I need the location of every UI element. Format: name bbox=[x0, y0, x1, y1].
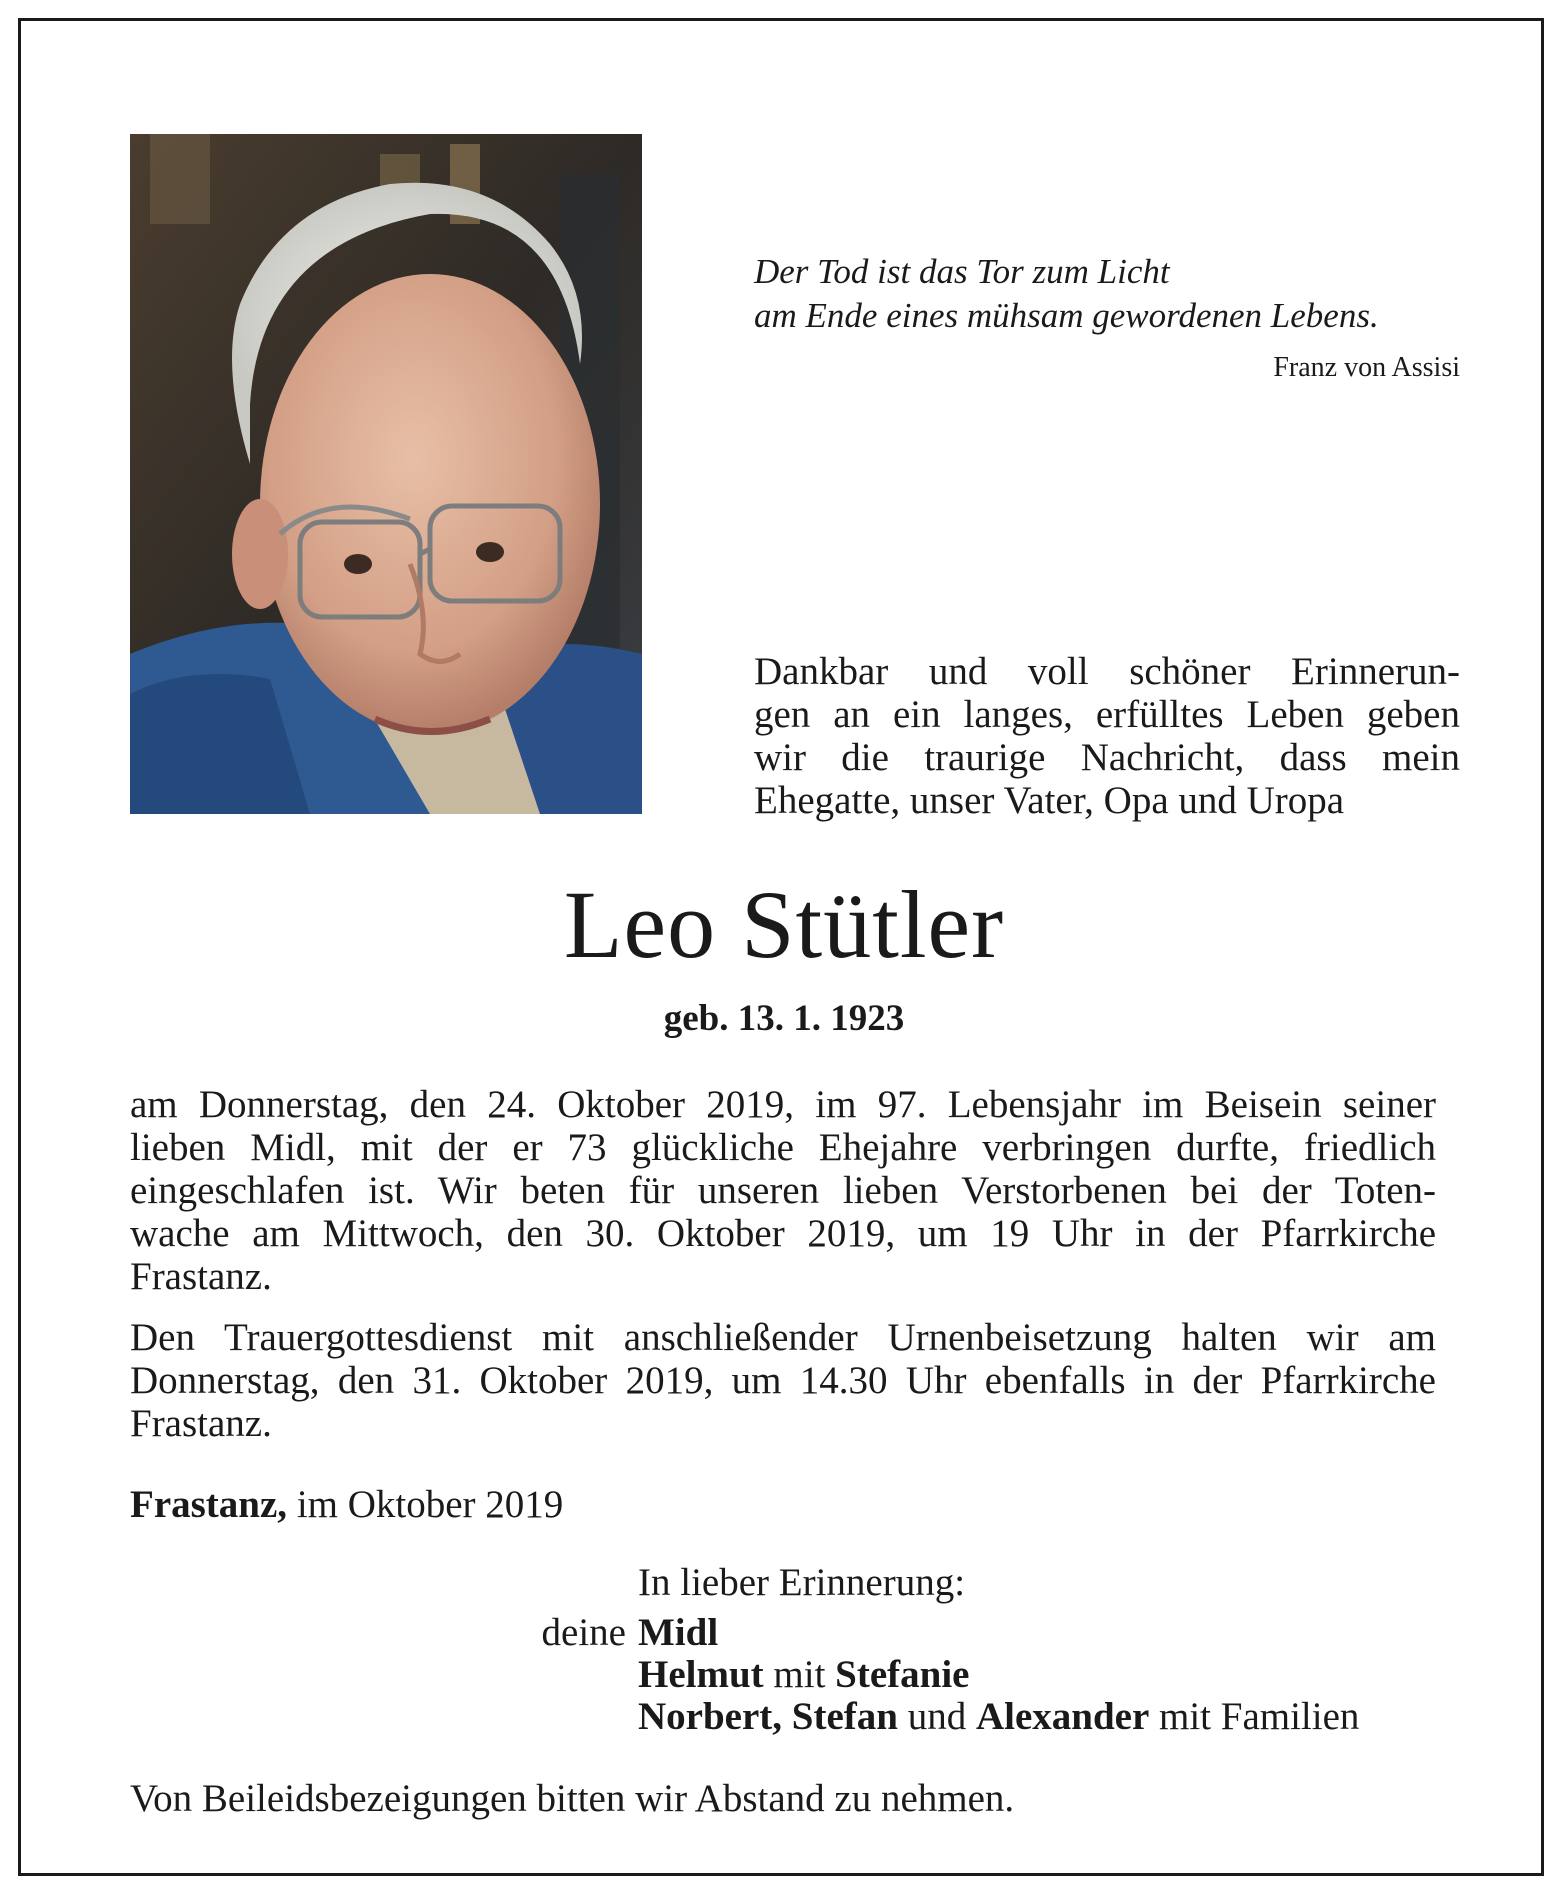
signer-conjunction: und bbox=[897, 1695, 976, 1738]
intro-paragraph bbox=[754, 650, 1460, 822]
body-line: am Donnerstag, den 24. Oktober 2019, im 97. Lebensjahr im Beisein seiner bbox=[130, 1083, 1436, 1126]
signer-name: Alexander bbox=[975, 1695, 1150, 1738]
intro-line: Dankbar und voll schöner Erinnerun- bbox=[754, 650, 1460, 693]
signer-name: Midl bbox=[638, 1611, 719, 1654]
body-line: Frastanz. bbox=[130, 1255, 272, 1298]
body-line: Frastanz. bbox=[130, 1402, 272, 1445]
signer-suffix: mit Familien bbox=[1149, 1695, 1360, 1738]
quote bbox=[754, 250, 1460, 338]
deceased-name: Leo Stütler bbox=[563, 871, 1005, 978]
body-line: Den Trauergottesdienst mit anschließender Urnenbeisetzung halten wir am bbox=[130, 1316, 1436, 1359]
portrait-photo bbox=[130, 134, 642, 814]
signer-prefix-spacer bbox=[526, 1696, 638, 1738]
signer-name: Stefanie bbox=[835, 1653, 970, 1696]
body-line: eingeschlafen ist. Wir beten für unseren lieben Verstorbenen bei der Toten- bbox=[130, 1169, 1436, 1212]
signer-prefix-spacer bbox=[526, 1654, 638, 1696]
body-paragraph-1 bbox=[130, 1083, 1436, 1298]
body-line: Donnerstag, den 31. Oktober 2019, um 14.30 Uhr ebenfalls in der Pfarrkirche bbox=[130, 1359, 1436, 1402]
signers bbox=[526, 1612, 1359, 1738]
signer-row bbox=[526, 1612, 1359, 1654]
intro-line: wir die traurige Nachricht, dass mein bbox=[754, 736, 1460, 779]
body-line: wache am Mittwoch, den 30. Oktober 2019, um 19 Uhr in der Pfarrkirche bbox=[130, 1212, 1436, 1255]
date: im Oktober 2019 bbox=[287, 1483, 564, 1526]
body-line: lieben Midl, mit der er 73 glückliche Ehejahre verbringen durfte, friedlich bbox=[130, 1126, 1436, 1169]
signer-row bbox=[526, 1696, 1359, 1738]
signer-row bbox=[526, 1654, 1359, 1696]
quote-line: Der Tod ist das Tor zum Licht bbox=[754, 252, 1170, 291]
signer-prefix: deine bbox=[541, 1611, 626, 1654]
intro-line: Ehegatte, unser Vater, Opa und Uropa bbox=[754, 779, 1345, 822]
signer-name: Norbert, Stefan bbox=[638, 1695, 898, 1738]
intro-line: gen an ein langes, erfülltes Leben geben bbox=[754, 693, 1460, 736]
body-paragraph-2 bbox=[130, 1316, 1436, 1445]
signer-name: Helmut bbox=[638, 1653, 764, 1696]
memory-heading: In lieber Erinnerung: bbox=[638, 1561, 966, 1604]
signer-conjunction: mit bbox=[763, 1653, 836, 1696]
birth-date: geb. 13. 1. 1923 bbox=[663, 998, 905, 1039]
closing-note: Von Beileidsbezeigungen bitten wir Abstand zu nehmen. bbox=[130, 1777, 1015, 1820]
place-date bbox=[130, 1482, 563, 1528]
quote-line: am Ende eines mühsam gewordenen Lebens. bbox=[754, 296, 1379, 335]
place: Frastanz, bbox=[130, 1483, 288, 1526]
quote-author: Franz von Assisi bbox=[1273, 352, 1460, 383]
